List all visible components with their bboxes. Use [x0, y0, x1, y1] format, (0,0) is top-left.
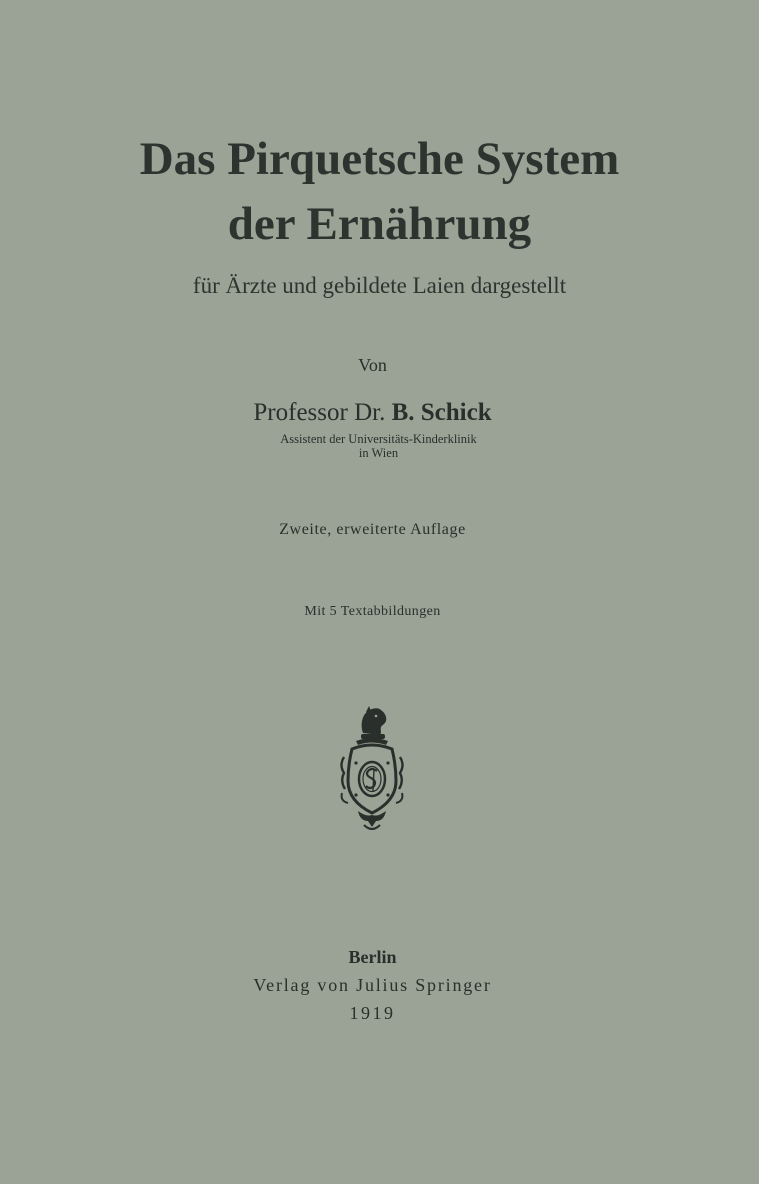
author-name: B. Schick: [391, 399, 492, 426]
publisher-name: Verlag von Julius Springer: [253, 975, 492, 995]
author-prefix: Professor Dr.: [253, 399, 386, 426]
publication-year: 1919: [349, 1003, 396, 1023]
affiliation-line-2: in Wien: [358, 446, 399, 460]
edition: Zweite, erweiterte Auflage: [279, 521, 466, 538]
subtitle: für Ärzte und gebildete Laien dargestellt: [192, 273, 567, 298]
figures-note: Mit 5 Textabbildungen: [304, 604, 441, 619]
title-line-1: Das Pirquetsche System: [139, 133, 620, 185]
springer-horse-emblem-icon: [336, 705, 408, 837]
affiliation-line-1: Assistent der Universitäts-Kinderklinik: [280, 432, 477, 446]
author: [0, 398, 745, 428]
title-line-2: der Ernährung: [227, 198, 532, 250]
by-label: Von: [358, 355, 387, 375]
publisher-city: Berlin: [348, 947, 397, 967]
